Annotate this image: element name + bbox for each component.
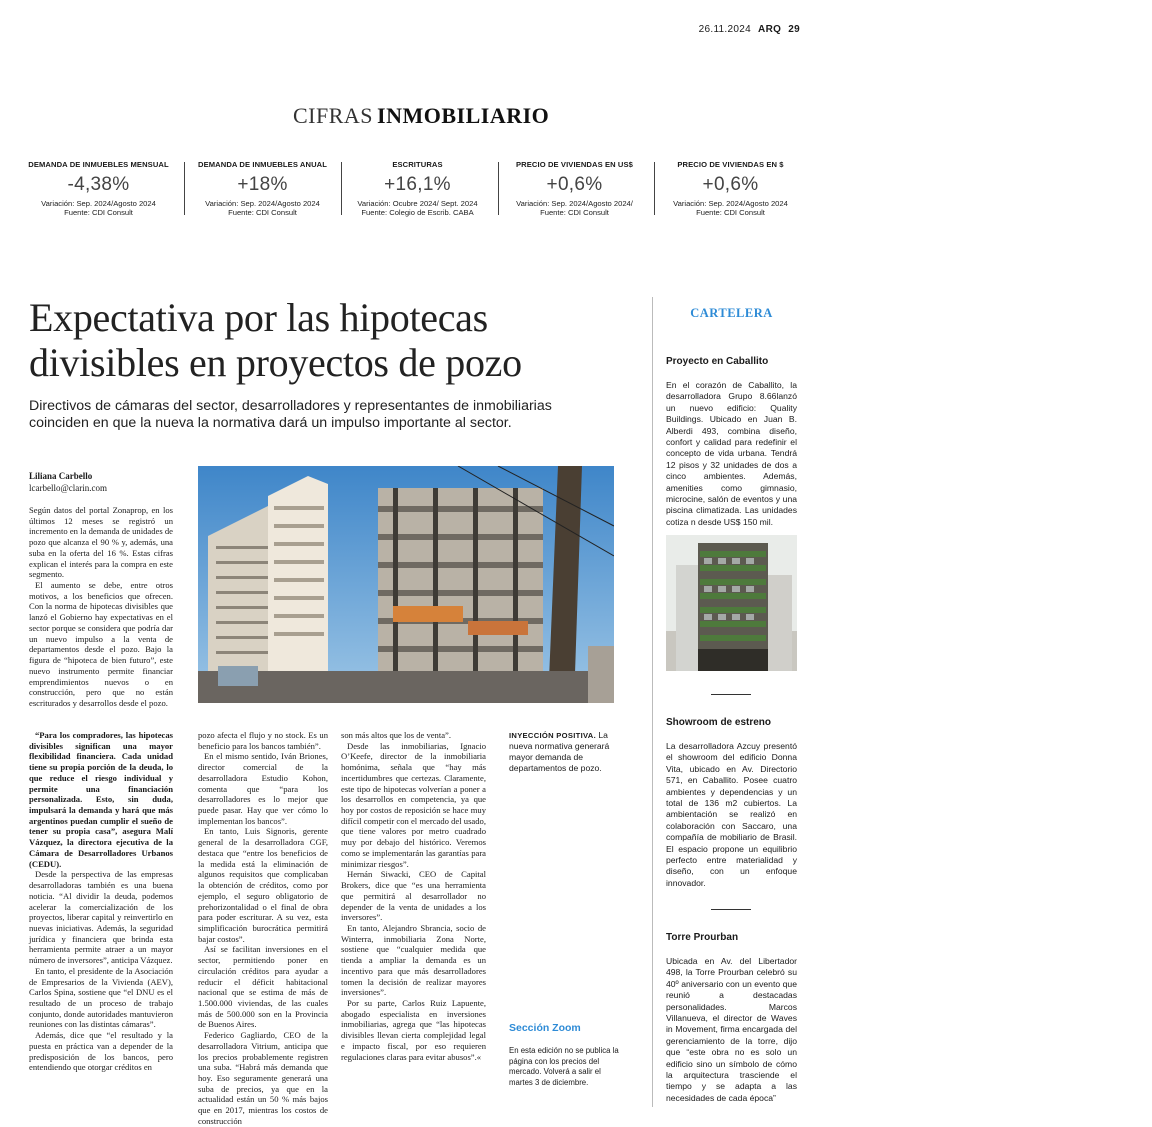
paragraph: En tanto, Alejandro Sbrancia, socio de Winterra, inmobiliaria Zona Norte, sostiene que “cualquier medida que tienda a ampliar la demanda es un incentivo para que más desarrolladores tomen la decisión de realizar mayores inversiones”. bbox=[341, 922, 486, 998]
deck-line: coinciden en que la nueva la normativa dará un impulso importante al sector. bbox=[29, 415, 512, 431]
deck-line: Directivos de cámaras del sector, desarrolladores y representantes de inmobiliarias bbox=[29, 398, 552, 414]
zoom-text: En esta edición no se publica la página con los precios del mercado. Volverá a salir el martes 3 de diciembre. bbox=[509, 1046, 619, 1087]
zoom-title: Sección Zoom bbox=[509, 1022, 581, 1034]
paragraph: Federico Gagliardo, CEO de la desarrolladora Vitrium, anticipa que los precios probablemente registren una suba. “Habrá más demanda que hoy. Eso seguramente generará una suba de precios, ya que en la actualidad están un 50 % más bajos que en 2017, mientras los costos de construcción bbox=[198, 1030, 328, 1126]
paragraph: Por su parte, Carlos Ruiz Lapuente, abogado especialista en inversiones inmobiliarias, agrega que “las hipotecas divisibles llevan cierta complejidad legal e impacto fiscal, por eso requieren regulaciones claras para evitar abusos”.« bbox=[341, 997, 486, 1062]
article-deck bbox=[29, 398, 629, 432]
section-name: ARQ bbox=[758, 24, 782, 35]
stat-price-usd bbox=[497, 160, 652, 217]
sidebar-item-title: Showroom de estreno bbox=[666, 717, 772, 728]
stat-source: Fuente: CDI Consult bbox=[540, 207, 609, 217]
stat-value: -4,38% bbox=[67, 174, 130, 195]
stat-price-ars bbox=[653, 160, 808, 217]
stat-source: Fuente: CDI Consult bbox=[64, 207, 133, 217]
building-image bbox=[666, 535, 797, 671]
caption-text: La nueva normativa generará mayor demanda de departamentos de pozo. bbox=[509, 730, 610, 773]
headline-line: divisibles en proyectos de pozo bbox=[29, 340, 522, 385]
sidebar-rule bbox=[711, 694, 751, 695]
stat-note: Variación: Sep. 2024/Agosto 2024 bbox=[673, 199, 788, 208]
sidebar-item-text: La desarrolladora Azcuy presentó el showroom del edificio Donna Vita, ubicado en Av. Directorio 571, en Caballito. Posee cuatro ambientes y dependencias y un total de 136 m2 cubiertos. La ambientación se realizó en colaboración con Saccaro, una compañía de mobiliario de Brasil. El espacio propone un equilibrio perfecto entre materialidad y diseño, con un enfoque innovador. bbox=[666, 741, 797, 888]
section-title-light: CIFRAS bbox=[293, 103, 374, 128]
sidebar-item-text: En el corazón de Caballito, la desarrolladora Grupo 8.66lanzó un nuevo edificio: Quality Buildings. Ubicado en Juan B. Alberdi 493, combina diseño, confort y calidad para redefinir el concepto de vida urbana. Tendrá 12 pisos y 32 unidades de dos a cinco ambientes. Además, amenities como gimnasio, microcine, salón de eventos y una piscina climatizada. Las unidades cotiza n desde US$ 150 mil. bbox=[666, 380, 797, 527]
stat-source: Fuente: Colegio de Escrib. CABA bbox=[361, 207, 474, 217]
stat-note: Variación: Sep. 2024/Agosto 2024 bbox=[205, 199, 320, 208]
stat-value: +18% bbox=[237, 174, 288, 195]
stat-label: DEMANDA DE INMUEBLES ANUAL bbox=[197, 160, 328, 169]
paragraph: Desde las inmobiliarias, Ignacio O’Keefe, director de la inmobiliaria homónima, señala que “hay más incertidumbres que certezas. Claramente, este tipo de hipotecas volverían a poner a los desarrollos en competencia, ya que hoy por costos de reposición se hace muy difícil competir con el mercado del usado, que tiene valores por metro cuadrado muy por debajo del histórico. Veremos como se implementarán las garantías para minimizar riesgos”. bbox=[341, 740, 486, 869]
caption-kicker: INYECCIÓN POSITIVA. bbox=[509, 731, 596, 740]
author-email: lcarbello@clarin.com bbox=[29, 483, 108, 493]
sidebar-item-title: Torre Prourban bbox=[666, 932, 739, 943]
article-photo bbox=[198, 466, 614, 703]
stat-note: Variación: Sep. 2024/Agosto 2024/ bbox=[516, 199, 633, 208]
stat-monthly-demand bbox=[21, 160, 176, 217]
paragraph: Así se facilitan inversiones en el sector, permitiendo poner en circulación créditos para ayudar a reducir el déficit habitacional nacional que se estima de más de 1.500.000 viviendas, de las cuales más de 500.000 son en la Provincia de Buenos Aires. bbox=[198, 944, 328, 1030]
construction-photo bbox=[198, 466, 614, 703]
paragraph: En el mismo sentido, Iván Briones, director comercial de la desarrolladora Estudio Kohon, comenta que “para los desarrolladores es lo mejor que puede pasar. Hay que ver cómo lo implementan los bancos”. bbox=[198, 751, 328, 826]
section-title bbox=[293, 103, 549, 129]
paragraph: son más altos que los de venta”. bbox=[341, 730, 452, 740]
byline bbox=[29, 470, 107, 494]
sidebar-rule bbox=[711, 909, 751, 910]
stat-label: ESCRITURAS bbox=[392, 160, 443, 169]
photo-caption bbox=[509, 730, 619, 774]
paragraph: Además, dice que “el resultado y la puesta en práctica van a depender de la predisposición de los bancos, pero entendiendo que otorgar créditos en bbox=[29, 1030, 173, 1073]
stat-source: Fuente: CDI Consult bbox=[696, 207, 765, 217]
stat-deeds bbox=[340, 160, 495, 217]
paragraph: En tanto, el presidente de la Asociación de Empresarios de la Vivienda (AEV), Carlos Spina, sostiene que “el DNU es el resultado de un proceso de trabajo conjunto, donde autoridades mantuvieron reuniones con las distintas cámaras”. bbox=[29, 965, 173, 1030]
stat-note: Variación: Ocubre 2024/ Sept. 2024 bbox=[357, 199, 478, 208]
paragraph: Según datos del portal Zonaprop, en los últimos 12 meses se registró un incremento en la demanda de unidades de pozo que alcanza el 90 % y, además, una suba en la oferta del 16 %. Estas cifras explican el interés para la compra en este segmento. bbox=[29, 505, 173, 580]
sidebar-item-text: Ubicada en Av. del Libertador 498, la Torre Prourban celebró su 40º aniversario con un evento que reunió a destacadas personalidades. Marcos Villanueva, el director de Waves in Movement, firma encargada del gerenciamiento de la torre, dijo que “este obra no es solo un edificio sino un símbolo de cómo la arquitectura trasciende el tiempo y se adapta a las necesidades de cada época” bbox=[666, 956, 797, 1103]
article-headline bbox=[29, 295, 629, 385]
stat-value: +0,6% bbox=[702, 174, 759, 195]
article-column-3 bbox=[341, 730, 486, 1062]
paragraph: Desde la perspectiva de las empresas desarrolladoras también es una buena noticia. “Al dividir la deuda, podemos acelerar la comercialización de los proyectos, liberar capital y reinvertirlo en nuevas iniciativas. Además, la seguridad jurídica y financiera que brinda esta herramienta permite atraer a un mayor número de inversores”, anticipa Vázquez. bbox=[29, 869, 173, 966]
article-column-1-top bbox=[29, 505, 173, 709]
paragraph: En tanto, Luis Signoris, gerente general de la desarrolladora CGF, destaca que “entre los beneficios de la medida está la eliminación de algunos requisitos que complicaban la obtención de créditos, como por ejemplo, el seguro obligatorio de prehorizontalidad o el final de obra para poder escriturar. A su vez, esta simplificación burocrática permitirá bajar costos”. bbox=[198, 826, 328, 944]
stat-value: +0,6% bbox=[546, 174, 603, 195]
sidebar-divider bbox=[652, 297, 653, 1107]
paragraph: pozo afecta el flujo y no stock. Es un beneficio para los bancos también”. bbox=[198, 730, 328, 751]
stat-label: PRECIO DE VIVIENDAS EN US$ bbox=[516, 160, 633, 169]
paragraph: Hernán Siwacki, CEO de Capital Brokers, dice que “es una herramienta que permitirá al desarrollador no depender de la venta de unidades a los inversores”. bbox=[341, 869, 486, 923]
stat-label: DEMANDA DE INMUEBLES MENSUAL bbox=[28, 160, 169, 169]
stat-note: Variación: Sep. 2024/Agosto 2024 bbox=[41, 199, 156, 208]
section-title-bold: INMOBILIARIO bbox=[377, 103, 550, 128]
issue-date: 26.11.2024 bbox=[698, 24, 751, 35]
quote-paragraph: “Para los compradores, las hipotecas divisibles significan una mayor flexibilidad financiera. Cada unidad tiene su propia porción de la deuda, lo que reduce el riesgo individual y permite una financiación personalizada. Esto, sin duda, impulsará la demanda y hará que más argentinos puedan cumplir el sueño de tener su propia casa”, asegura Malí Vázquez, la directora ejecutiva de la Cámara de Desarrolladores Urbanos (CEDU). bbox=[29, 730, 173, 869]
article-column-1-bottom bbox=[29, 730, 173, 1073]
stat-label: PRECIO DE VIVIENDAS EN $ bbox=[677, 160, 784, 169]
stat-source: Fuente: CDI Consult bbox=[228, 207, 297, 217]
page-header bbox=[699, 24, 800, 35]
page-number: 29 bbox=[788, 24, 800, 35]
article-column-2 bbox=[198, 730, 328, 1127]
building-rendering bbox=[666, 535, 797, 671]
sidebar-item-title: Proyecto en Caballito bbox=[666, 356, 769, 367]
author-name: Liliana Carbello bbox=[29, 471, 93, 481]
paragraph: El aumento se debe, entre otros motivos, a los beneficios que ofrecen. Con la norma de hipotecas divisibles que lanzó el Gobierno hay expectativas en el sector porque se considera que podría dar un nuevo impulso a la venta de departamentos desde el pozo. Bajo la figura de “hipoteca de bien futuro”, este nuevo instrumento permite financiar emprendimientos nuevos o en construcción, pero que no están escriturados y desarrollos desde el pozo. bbox=[29, 580, 173, 708]
stat-value: +16,1% bbox=[384, 174, 451, 195]
sidebar-heading: CARTELERA bbox=[690, 306, 773, 320]
stat-annual-demand bbox=[185, 160, 340, 217]
headline-line: Expectativa por las hipotecas bbox=[29, 295, 488, 340]
